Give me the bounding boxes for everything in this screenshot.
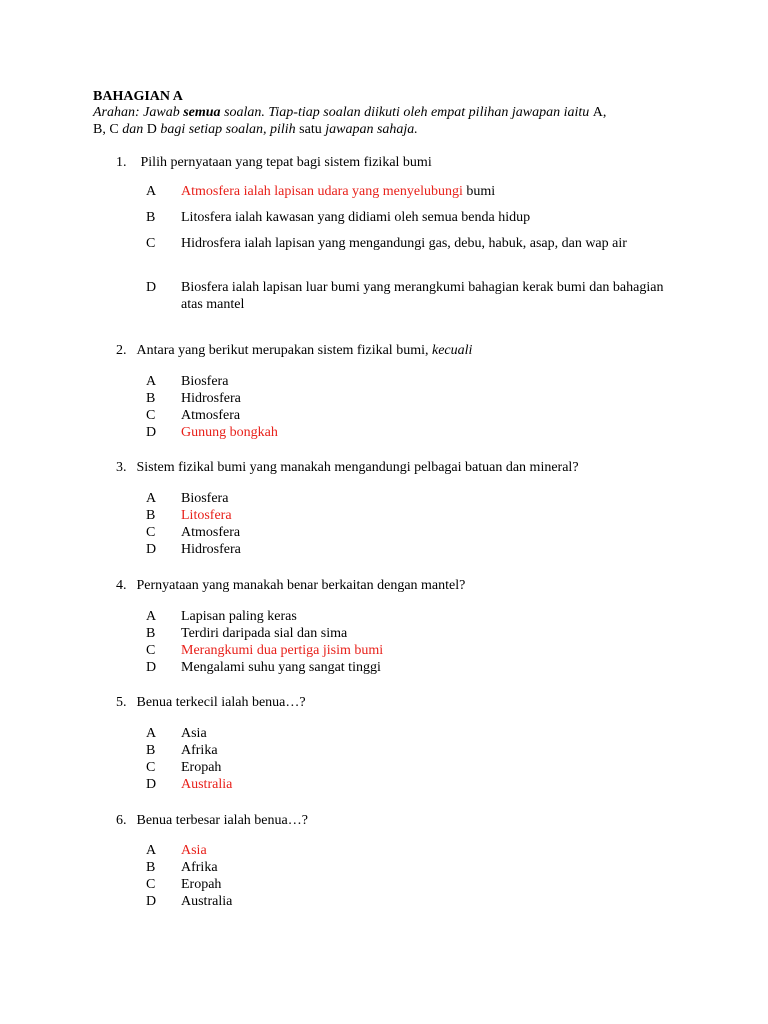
option-letter: D [146,894,157,909]
option-letter: B [146,391,156,406]
question-number: 5. [116,695,127,710]
question-stem [116,577,676,594]
option-letter: D [146,280,157,295]
option-text: Atmosfera ialah lapisan udara yang menyelubungi bumi [181,184,496,199]
option-text: Atmosfera [181,525,241,540]
option-letter: A [146,374,157,389]
option-text: Atmosfera [181,408,241,423]
option-letter: C [146,525,156,540]
option-letter: B [146,210,156,225]
question-text: Sistem fizikal bumi yang manakah mengandungi pelbagai batuan dan mineral? [136,460,579,475]
option-text: Eropah [181,877,222,892]
option-text: Biosfera ialah lapisan luar bumi yang merangkumi bahagian kerak bumi dan bahagian atas mantel [181,280,664,312]
question-stem [116,154,676,171]
instructions: Arahan: Jawab semua soalan. Tiap-tiap soalan diikuti oleh empat pilihan jawapan iaitu A, B, C dan D bagi setiap soalan, pilih satu jawapan sahaja. [93,105,607,137]
option-text: Litosfera ialah kawasan yang didiami oleh semua benda hidup [181,210,531,225]
question-text: Pilih pernyataan yang tepat bagi sistem fizikal bumi [140,155,432,170]
question-text: Benua terkecil ialah benua…? [136,695,306,710]
question-text: Pernyataan yang manakah benar berkaitan dengan mantel? [136,578,466,593]
option-letter: A [146,843,157,858]
option-text: Mengalami suhu yang sangat tinggi [181,660,381,675]
question-text: Antara yang berikut merupakan sistem fizikal bumi, [136,343,432,358]
question-emphasis: kecuali [431,343,473,358]
option-text-answer: Merangkumi dua pertiga jisim bumi [181,643,384,658]
option-text: Hidrosfera ialah lapisan yang mengandungi gas, debu, habuk, asap, dan wap air [181,236,627,251]
option-text-answer: Litosfera [181,508,232,523]
option-letter: A [146,726,157,741]
option-letter: B [146,743,156,758]
option-letter: D [146,425,157,440]
option-letter: D [146,542,157,557]
option-letter: C [146,236,156,251]
section-heading: BAHAGIAN A [93,89,183,104]
option-letter: B [146,626,156,641]
question-stem [116,694,676,711]
option-letter: C [146,408,156,423]
option-letter: A [146,491,157,506]
question-text: Benua terbesar ialah benua…? [136,813,308,828]
answer-highlight: Atmosfera ialah lapisan udara yang menyelubungi [181,184,463,199]
option-letter: D [146,777,157,792]
question-number: 2. [116,343,127,358]
option-text: Asia [181,726,207,741]
option-letter: C [146,760,156,775]
option-text: Terdiri daripada sial dan sima [181,626,348,641]
question-stem [116,459,676,476]
option-text: Afrika [181,860,218,875]
question-number: 4. [116,578,127,593]
option-letter: A [146,184,157,199]
option-text: Australia [181,894,233,909]
question-stem [116,812,676,829]
option-text-answer: Gunung bongkah [181,425,278,440]
option-letter: A [146,609,157,624]
question-stem [116,342,676,359]
option-letter: B [146,508,156,523]
option-text-answer: Asia [181,843,207,858]
option-text: Biosfera [181,491,229,506]
option-text: Hidrosfera [181,542,241,557]
option-text-answer: Australia [181,777,233,792]
option-letter: C [146,877,156,892]
question-number: 1. [116,155,127,170]
question-number: 3. [116,460,127,475]
option-text: Biosfera [181,374,229,389]
question-number: 6. [116,813,127,828]
option-text: Eropah [181,760,222,775]
option-letter: C [146,643,156,658]
option-text: Lapisan paling keras [181,609,297,624]
option-text: Afrika [181,743,218,758]
option-letter: B [146,860,156,875]
option-letter: D [146,660,157,675]
option-text: Hidrosfera [181,391,241,406]
